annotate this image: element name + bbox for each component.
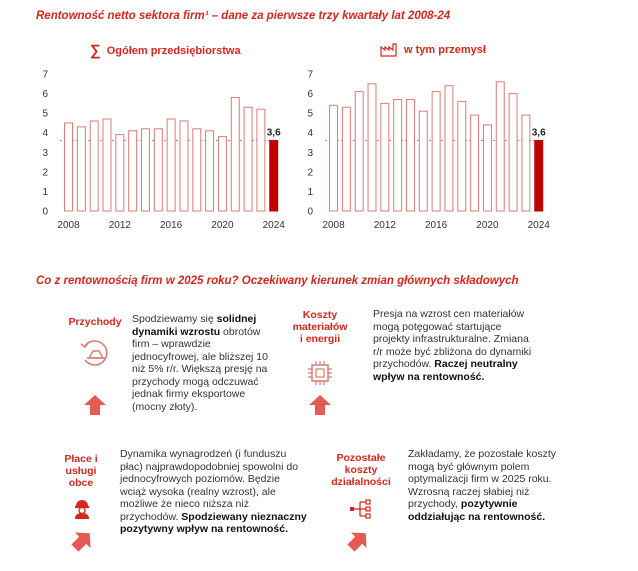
bar xyxy=(116,135,124,211)
factor-other xyxy=(330,448,590,563)
bar xyxy=(419,111,427,211)
bar xyxy=(394,99,402,211)
bar xyxy=(257,109,265,211)
y-tick-label: 0 xyxy=(307,206,313,218)
factor-text-part: Dynamika wynagrodzeń (i funduszu płac) najprawdopodobniej spowolni do jednocyfrowych poziomów. Będzie wciąż wysoka (realny wzrost), ale możliwe że nieco niższa niż przychodów. xyxy=(120,448,299,523)
y-tick-label: 6 xyxy=(42,89,48,101)
bar xyxy=(180,121,188,211)
main-title: Rentowność netto sektora firm¹ – dane za pierwsze trzy kwartały lat 2008-24 xyxy=(36,10,451,22)
y-tick-label: 7 xyxy=(307,69,313,81)
bar xyxy=(244,107,252,211)
bar xyxy=(65,123,73,211)
chart-2-title: w tym przemysł xyxy=(404,44,486,56)
data-label: 3,6 xyxy=(531,127,546,139)
factor-other-text xyxy=(408,448,573,523)
x-tick-label: 2008 xyxy=(57,220,80,231)
factor-text-part: obrotów firm – wprawdzie jednocyfrowej, ale bliższej 10 niż 5% r/r. Większą presję na przychody mogą odczuwać jednak firmy eksportowe (mocny złoty). xyxy=(132,325,268,413)
x-tick-label: 2020 xyxy=(211,220,234,231)
y-tick-label: 3 xyxy=(42,147,48,159)
factor-revenue-text xyxy=(132,313,280,413)
y-tick-label: 5 xyxy=(42,108,48,120)
y-tick-label: 2 xyxy=(42,167,48,179)
factor-wages-text xyxy=(120,448,308,536)
arrow-diagonal-icon xyxy=(68,529,96,553)
x-tick-label: 2016 xyxy=(425,220,448,231)
x-tick-label: 2024 xyxy=(262,220,285,231)
bar xyxy=(483,125,491,211)
chart-1-title: Ogółem przedsiębiorstwa xyxy=(106,44,241,57)
bar xyxy=(407,99,415,211)
bar xyxy=(509,94,517,211)
factor-materials-title: Koszty materiałów i energii xyxy=(292,309,348,345)
bar xyxy=(206,131,214,211)
bar xyxy=(218,137,226,211)
chart-industry xyxy=(305,62,555,242)
y-tick-label: 1 xyxy=(42,186,48,198)
y-tick-label: 4 xyxy=(42,128,48,140)
y-tick-label: 2 xyxy=(307,167,313,179)
factor-other-title: Pozostałe koszty działalności xyxy=(331,452,391,488)
bar-highlight xyxy=(535,141,543,211)
x-tick-label: 2024 xyxy=(527,220,550,231)
bar xyxy=(167,119,175,211)
y-tick-label: 5 xyxy=(307,108,313,120)
factor-text-part: solidnej dynamiki wzrostu xyxy=(132,313,257,338)
bar xyxy=(458,101,466,211)
factor-wages xyxy=(55,448,315,563)
y-tick-label: 1 xyxy=(307,186,313,198)
y-tick-label: 4 xyxy=(307,128,313,140)
factor-text-part: Spodziewany nieznaczny pozytywny wpływ na rentowność. xyxy=(120,510,307,535)
section-title: Co z rentownością firm w 2025 roku? Oczekiwany kierunek zmian głównych składowych xyxy=(36,275,519,287)
x-tick-label: 2020 xyxy=(476,220,499,231)
factor-revenue xyxy=(60,310,300,420)
factor-text-part: pozytywnie oddziałując na rentowność. xyxy=(408,498,546,523)
data-label: 3,6 xyxy=(266,127,281,139)
factor-materials xyxy=(290,305,550,420)
bar xyxy=(77,127,85,211)
bar xyxy=(330,105,338,211)
arrow-up-icon xyxy=(308,394,332,416)
bar xyxy=(103,119,111,211)
bar xyxy=(142,129,150,211)
arrow-up-icon xyxy=(83,394,107,416)
bar xyxy=(193,129,201,211)
bar xyxy=(355,92,363,211)
bar xyxy=(90,121,98,211)
bar xyxy=(471,115,479,211)
bar xyxy=(129,131,137,211)
bar xyxy=(522,115,530,211)
x-tick-label: 2008 xyxy=(322,220,345,231)
sigma-icon: ∑ xyxy=(90,42,101,59)
chart-total xyxy=(40,62,290,242)
bar xyxy=(445,86,453,211)
factor-text-part: Zakładamy, że pozostałe koszty mogą być głównym polem optymalizacji firm w 2025 roku. Wzrosną raczej słabiej niż przychody, xyxy=(408,448,557,510)
x-tick-label: 2012 xyxy=(108,220,131,231)
chip-icon xyxy=(306,360,334,386)
x-tick-label: 2016 xyxy=(160,220,183,231)
bar xyxy=(154,129,162,211)
factor-materials-text xyxy=(373,308,533,383)
y-tick-label: 3 xyxy=(307,147,313,159)
revenue-icon xyxy=(77,336,113,368)
flow-icon xyxy=(348,498,374,520)
factor-wages-title: Płace i usługi obce xyxy=(64,453,98,489)
bar xyxy=(496,82,504,211)
factor-text-part: Presja na wzrost cen materiałów mogą potęgować startujące projekty infrastrukturalne. Zmiana r/r może być zbliżona do dynamiki przychodów. xyxy=(373,308,532,370)
y-tick-label: 6 xyxy=(307,89,313,101)
bar xyxy=(381,103,389,211)
factor-text-part: Spodziewamy się xyxy=(132,313,217,325)
factory-icon xyxy=(380,43,398,57)
y-tick-label: 7 xyxy=(42,69,48,81)
bar xyxy=(432,92,440,211)
worker-icon xyxy=(71,498,93,520)
factor-revenue-title: Przychody xyxy=(68,316,122,328)
arrow-diagonal-icon xyxy=(344,529,372,553)
y-tick-label: 0 xyxy=(42,206,48,218)
bar xyxy=(368,84,376,211)
factor-text-part: Raczej neutralny wpływ na rentowność. xyxy=(373,358,518,383)
bar xyxy=(231,97,239,211)
chart-2-header xyxy=(380,43,486,57)
bar-highlight xyxy=(270,141,278,211)
bar xyxy=(342,107,350,211)
x-tick-label: 2012 xyxy=(373,220,396,231)
chart-1-header xyxy=(90,43,241,58)
